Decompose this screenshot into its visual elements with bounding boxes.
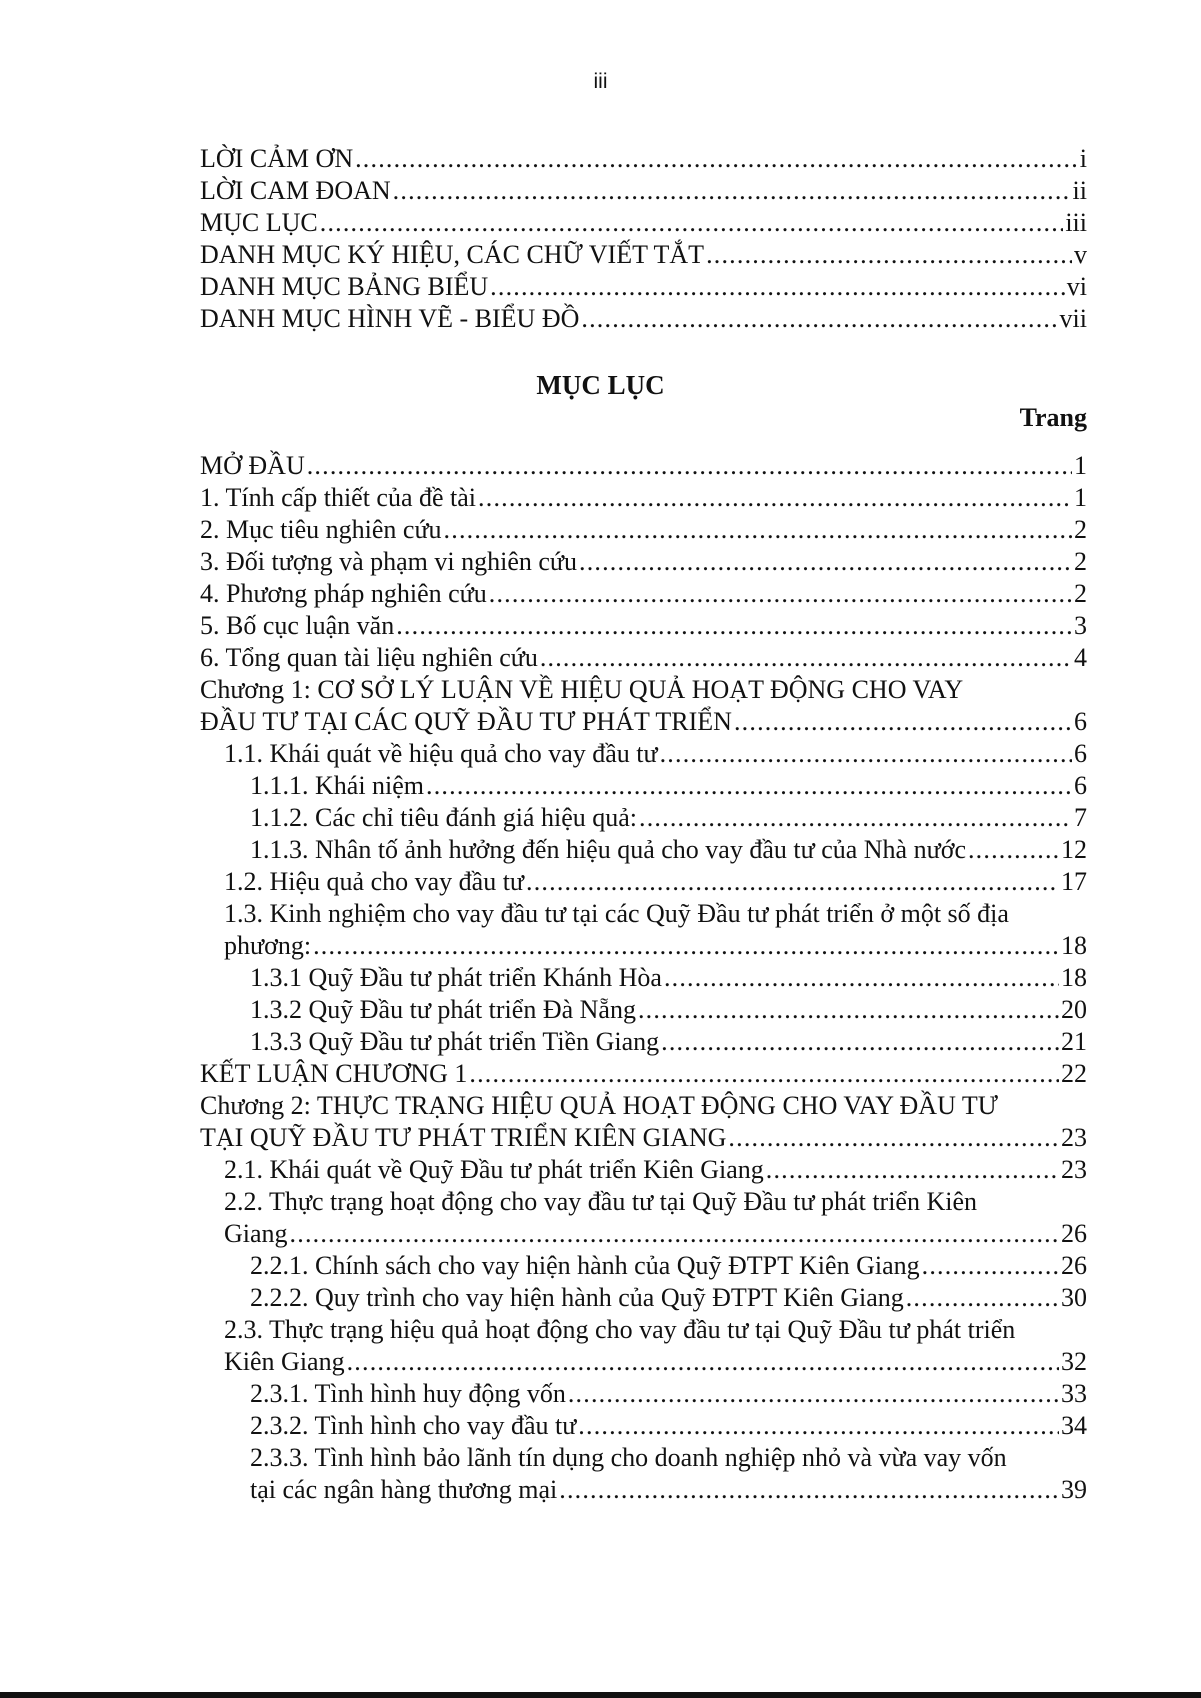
dot-leader	[906, 1282, 1059, 1314]
toc-entry	[224, 866, 1087, 898]
entry-title: 4. Phương pháp nghiên cứu	[200, 579, 487, 608]
entry-page-number: 23	[1061, 1155, 1087, 1184]
dot-leader	[579, 546, 1072, 578]
dot-leader	[734, 706, 1072, 738]
entry-title: MỤC LỤC	[200, 208, 318, 237]
entry-title: TẠI QUỸ ĐẦU TƯ PHÁT TRIỂN KIÊN GIANG	[200, 1123, 727, 1152]
entry-title: DANH MỤC HÌNH VẼ - BIỂU ĐỒ	[200, 304, 580, 333]
entry-page-number: 32	[1061, 1347, 1087, 1376]
toc-entry-first-line: 2.3.3. Tình hình bảo lãnh tín dụng cho doanh nghiệp nhỏ và vừa vay vốn	[250, 1443, 1007, 1472]
entry-page-number: 17	[1061, 867, 1087, 896]
entry-title: 2.1. Khái quát về Quỹ Đầu tư phát triển Kiên Giang	[224, 1155, 764, 1184]
toc-entry-first-line: Chương 1: CƠ SỞ LÝ LUẬN VỀ HIỆU QUẢ HOẠT ĐỘNG CHO VAY	[200, 675, 964, 704]
dot-leader	[478, 482, 1072, 514]
entry-page-number: 4	[1074, 643, 1087, 672]
toc-entry	[200, 1122, 1087, 1154]
entry-page-number: 7	[1074, 803, 1087, 832]
entry-title: 2.3.2. Tình hình cho vay đầu tư	[250, 1411, 577, 1440]
entry-page-number: 12	[1061, 835, 1087, 864]
entry-page-number: 33	[1061, 1379, 1087, 1408]
dot-leader	[426, 770, 1072, 802]
toc-entry	[250, 834, 1087, 866]
entry-page-number: 6	[1074, 771, 1087, 800]
entry-page-number: 26	[1061, 1251, 1087, 1280]
dot-leader	[661, 1026, 1059, 1058]
toc-entry	[200, 303, 1087, 335]
toc-entry-first-line: 1.3. Kinh nghiệm cho vay đầu tư tại các Quỹ Đầu tư phát triển ở một số địa	[224, 899, 1009, 928]
entry-title: phương:	[224, 931, 312, 960]
dot-leader	[489, 578, 1072, 610]
entry-title: 3. Đối tượng và phạm vi nghiên cứu	[200, 547, 577, 576]
toc-entry	[200, 482, 1087, 514]
toc-entry	[250, 1378, 1087, 1410]
toc-entry	[200, 143, 1087, 175]
entry-page-number: i	[1079, 144, 1087, 173]
dot-leader	[290, 1218, 1059, 1250]
entry-title: 6. Tổng quan tài liệu nghiên cứu	[200, 643, 538, 672]
toc-entry	[224, 930, 1087, 962]
dot-leader	[568, 1378, 1059, 1410]
dot-leader	[313, 930, 1059, 962]
dot-leader	[639, 802, 1072, 834]
toc-entry	[200, 514, 1087, 546]
dot-leader	[922, 1250, 1059, 1282]
toc-entry	[200, 1058, 1087, 1090]
toc-entry	[250, 1474, 1087, 1506]
toc-entry	[250, 962, 1087, 994]
entry-title: tại các ngân hàng thương mại	[250, 1475, 558, 1504]
entry-title: ĐẦU TƯ TẠI CÁC QUỸ ĐẦU TƯ PHÁT TRIỂN	[200, 707, 732, 736]
dot-leader	[540, 642, 1072, 674]
entry-title: LỜI CẢM ƠN	[200, 144, 354, 173]
toc-title: MỤC LỤC	[536, 370, 665, 400]
dot-leader	[469, 1058, 1059, 1090]
toc-entry	[250, 770, 1087, 802]
page-column-header: Trang	[1019, 403, 1087, 432]
entry-title: Giang	[224, 1219, 288, 1248]
toc-entry	[200, 271, 1087, 303]
entry-title: KẾT LUẬN CHƯƠNG 1	[200, 1059, 468, 1088]
entry-title: 1.1.2. Các chỉ tiêu đánh giá hiệu quả:	[250, 803, 638, 832]
dot-leader	[706, 239, 1072, 271]
entry-page-number: 6	[1074, 707, 1087, 736]
dot-leader	[660, 738, 1072, 770]
toc-entry	[200, 642, 1087, 674]
entry-title: 2. Mục tiêu nghiên cứu	[200, 515, 442, 544]
toc-entry	[250, 1250, 1087, 1282]
dot-leader	[526, 866, 1059, 898]
toc-entry	[200, 578, 1087, 610]
entry-title: 1.1.1. Khái niệm	[250, 771, 425, 800]
entry-page-number: 1	[1074, 483, 1087, 512]
entry-page-number: 2	[1074, 515, 1087, 544]
entry-title: 2.3.1. Tình hình huy động vốn	[250, 1379, 566, 1408]
dot-leader	[347, 1346, 1059, 1378]
toc-entry-first-line: Chương 2: THỰC TRẠNG HIỆU QUẢ HOẠT ĐỘNG CHO VAY ĐẦU TƯ	[200, 1091, 998, 1120]
entry-title: 1.2. Hiệu quả cho vay đầu tư	[224, 867, 525, 896]
dot-leader	[396, 610, 1072, 642]
entry-page-number: 30	[1061, 1283, 1087, 1312]
entry-title: 1.1.3. Nhân tố ảnh hưởng đến hiệu quả cho vay đầu tư của Nhà nước	[250, 835, 966, 864]
entry-title: LỜI CAM ĐOAN	[200, 176, 391, 205]
toc-entry	[224, 738, 1087, 770]
entry-page-number: 6	[1074, 739, 1087, 768]
entry-page-number: 39	[1061, 1475, 1087, 1504]
dot-leader	[581, 303, 1057, 335]
entry-page-number: 2	[1074, 579, 1087, 608]
dot-leader	[490, 271, 1065, 303]
toc-entry	[250, 1410, 1087, 1442]
dot-leader	[728, 1122, 1059, 1154]
toc-entry	[200, 207, 1087, 239]
toc-entry	[200, 546, 1087, 578]
dot-leader	[320, 207, 1064, 239]
entry-page-number: iii	[1065, 208, 1087, 237]
entry-title: 1.3.1 Quỹ Đầu tư phát triển Khánh Hòa	[250, 963, 662, 992]
entry-page-number: ii	[1072, 176, 1087, 205]
entry-page-number: 3	[1074, 611, 1087, 640]
toc-entry	[250, 1282, 1087, 1314]
toc-entry	[200, 239, 1087, 271]
toc-entry-first-line: 2.3. Thực trạng hiệu quả hoạt động cho vay đầu tư tại Quỹ Đầu tư phát triển	[224, 1315, 1016, 1344]
toc-entry	[200, 450, 1087, 482]
entry-page-number: 18	[1061, 963, 1087, 992]
entry-title: DANH MỤC KÝ HIỆU, CÁC CHỮ VIẾT TẮT	[200, 240, 705, 269]
entry-page-number: 1	[1074, 451, 1087, 480]
dot-leader	[444, 514, 1072, 546]
dot-leader	[393, 175, 1071, 207]
entry-title: Kiên Giang	[224, 1347, 345, 1376]
entry-title: 2.2.2. Quy trình cho vay hiện hành của Quỹ ĐTPT Kiên Giang	[250, 1283, 904, 1312]
toc-entry	[200, 706, 1087, 738]
entry-page-number: vii	[1059, 304, 1087, 333]
entry-page-number: vi	[1066, 272, 1087, 301]
entry-title: 1.3.2 Quỹ Đầu tư phát triển Đà Nẵng	[250, 995, 636, 1024]
entry-page-number: 20	[1061, 995, 1087, 1024]
entry-title: 1.3.3 Quỹ Đầu tư phát triển Tiền Giang	[250, 1027, 660, 1056]
entry-page-number: 34	[1061, 1411, 1087, 1440]
entry-title: DANH MỤC BẢNG BIỂU	[200, 272, 489, 301]
toc-entry-first-line: 2.2. Thực trạng hoạt động cho vay đầu tư tại Quỹ Đầu tư phát triển Kiên	[224, 1187, 978, 1216]
toc-entry	[224, 1346, 1087, 1378]
toc-entry	[250, 802, 1087, 834]
page-number: iii	[593, 70, 608, 93]
entry-title: MỞ ĐẦU	[200, 451, 305, 480]
toc-entry	[224, 1154, 1087, 1186]
dot-leader	[638, 994, 1059, 1026]
toc-entry	[250, 994, 1087, 1026]
entry-title: 5. Bố cục luận văn	[200, 611, 395, 640]
dot-leader	[578, 1410, 1059, 1442]
entry-page-number: 22	[1061, 1059, 1087, 1088]
page-bottom-border	[0, 1692, 1201, 1698]
entry-title: 2.2.1. Chính sách cho vay hiện hành của Quỹ ĐTPT Kiên Giang	[250, 1251, 920, 1280]
entry-page-number: v	[1074, 240, 1087, 269]
dot-leader	[664, 962, 1059, 994]
entry-title: 1. Tính cấp thiết của đề tài	[200, 483, 477, 512]
dot-leader	[766, 1154, 1059, 1186]
dot-leader	[968, 834, 1059, 866]
dot-leader	[307, 450, 1072, 482]
toc-entry	[250, 1026, 1087, 1058]
toc-entry	[200, 175, 1087, 207]
toc-entry	[200, 610, 1087, 642]
entry-page-number: 2	[1074, 547, 1087, 576]
entry-page-number: 26	[1061, 1219, 1087, 1248]
entry-page-number: 23	[1061, 1123, 1087, 1152]
entry-page-number: 18	[1061, 931, 1087, 960]
entry-title: 1.1. Khái quát về hiệu quả cho vay đầu tư	[224, 739, 658, 768]
toc-entry	[224, 1218, 1087, 1250]
entry-page-number: 21	[1061, 1027, 1087, 1056]
dot-leader	[355, 143, 1078, 175]
dot-leader	[559, 1474, 1059, 1506]
